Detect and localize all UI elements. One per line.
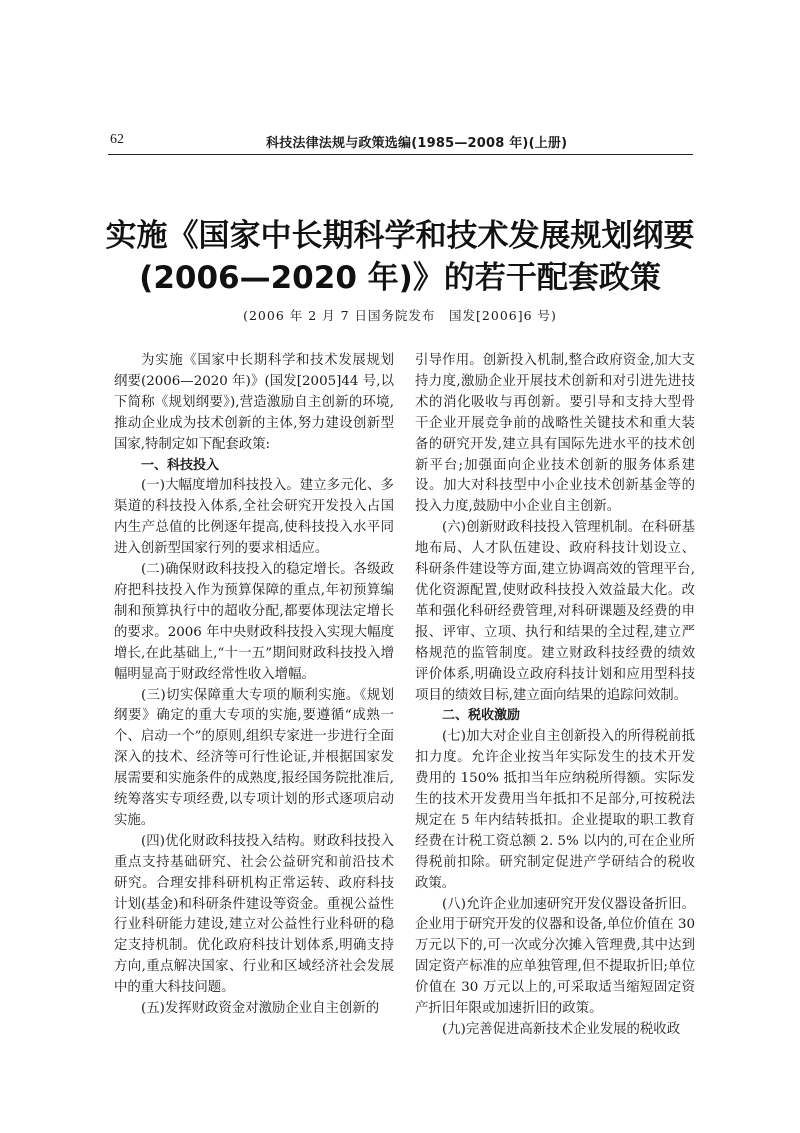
- running-title: 科技法律法规与政策选编(1985—2008 年)(上册): [266, 136, 568, 151]
- paragraph: (二)确保财政科技投入的稳定增长。各级政府把科技投入作为预算保障的重点,年初预算编制和预算执行中的超收分配,都要体现法定增长的要求。2006 年中央财政科技投入实现大幅度增长,在此基础上,“十一五”期间财政科技投入增幅明显高于财政经常性收入增幅。: [114, 562, 394, 682]
- left-column: [114, 351, 394, 1020]
- issuance-info: (2006 年 2 月 7 日国务院发布 国发[2006]6 号): [243, 308, 557, 323]
- paragraph-continued: 引导作用。创新投入机制,整合政府资金,加大支持力度,激励企业开展技术创新和对引进先进技术的消化吸收与再创新。要引导和支持大型骨干企业开展竞争前的战略性关键技术和重大装备的研究开发,建立具有国际先进水平的技术创新平台;加强面向企业技术创新的服务体系建设。加大对科技型中小企业技术创新基金等的投入力度,鼓励中小企业自主创新。: [415, 353, 695, 515]
- paragraph: (七)加大对企业自主创新投入的所得税前抵扣力度。允许企业按当年实际发生的技术开发费用的 150% 抵扣当年应纳税所得额。实际发生的技术开发费用当年抵扣不足部分,可按税法规定在 5 年内结转抵扣。企业提取的职工教育经费在计税工资总额 2. 5% 以内的,可在企业所得税前扣除。研究制定促进产学研结合的税收政策。: [415, 729, 695, 891]
- paragraph: (五)发挥财政资金对激励企业自主创新的: [141, 1001, 380, 1017]
- paragraph: (四)优化财政科技投入结构。财政科技投入重点支持基础研究、社会公益研究和前沿技术研究。合理安排科研机构正常运转、政府科技计划(基金)和科研条件建设等资金。重视公益性行业科研能力建设,建立对公益性行业科研的稳定支持机制。优化政府科技计划体系,明确支持方向,重点解决国家、行业和区域经济社会发展中的重大科技问题。: [114, 833, 394, 996]
- paragraph: (八)允许企业加速研究开发仪器设备折旧。企业用于研究开发的仪器和设备,单位价值在 30 万元以下的,可一次或分次摊入管理费,其中达到固定资产标准的应单独管理,但不提取折旧;单位价值在 30 万元以上的,可采取适当缩短固定资产折旧年限或加速折旧的政策。: [415, 896, 695, 1017]
- paragraph: (一)大幅度增加科技投入。建立多元化、多渠道的科技投入体系,全社会研究开发投入占国内生产总值的比例逐年提高,使科技投入水平同进入创新型国家行列的要求相适应。: [114, 478, 394, 557]
- paragraph: (九)完善促进高新技术企业发展的税收政: [442, 1022, 681, 1037]
- paragraph: (三)切实保障重大专项的顺利实施。《规划纲要》确定的重大专项的实施,要遵循“成熟一个、启动一个”的原则,组织专家进一步进行全面深入的技术、经济等可行性论证,并根据国家发展需要和实施条件的成熟度,报经国务院批准后,统筹落实专项经费,以专项计划的形式逐项启动实施。: [114, 687, 394, 828]
- section-heading: 二、税收激励: [442, 708, 521, 724]
- running-header: [108, 128, 693, 155]
- section-heading: 一、科技投入: [141, 457, 220, 473]
- document-title-line-1: 实施《国家中长期科学和技术发展规划纲要: [105, 218, 695, 254]
- paragraph: (六)创新财政科技投入管理机制。在科研基地布局、人才队伍建设、政府科技计划设立、科研条件建设等方面,建立协调高效的管理平台,优化资源配置,使财政科技投入效益最大化。改革和强化科研经费管理,对科研课题及经费的申报、评审、立项、执行和结果的全过程,建立严格规范的监管制度。建立财政科技经费的绩效评价体系,明确设立政府科技计划和应用型科技项目的绩效目标,建立面向结果的追踪问效制。: [415, 520, 695, 703]
- document-title-line-2: (2006—2020 年)》的若干配套政策: [139, 260, 661, 296]
- preamble-paragraph: 为实施《国家中长期科学和技术发展规划纲要(2006—2020 年)》(国发[2005]44 号,以下简称《规划纲要》),营造激励自主创新的环境,推动企业成为技术创新的主体,努力建设创新型国家,特制定如下配套政策:: [114, 353, 394, 452]
- page-number: 62: [110, 132, 124, 147]
- right-column: [415, 351, 695, 1041]
